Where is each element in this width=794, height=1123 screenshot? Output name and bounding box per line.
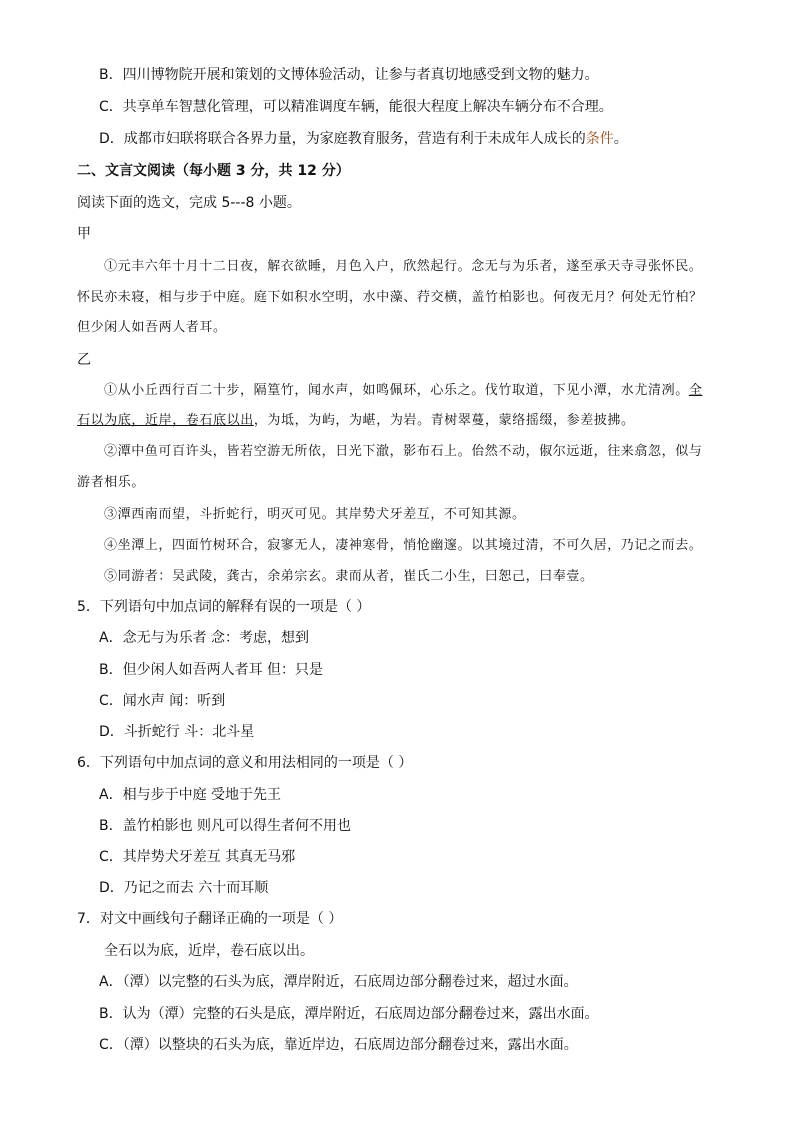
- question-option: B．认为（潭）完整的石头是底，潭岸附近，石底周边部分翻卷过来，露出水面。: [99, 1006, 599, 1022]
- option-d-end: 。: [613, 131, 628, 147]
- question-option: C．（潭）以整块的石头为底，靠近岸边，石底周边部分翻卷过来，露出水面。: [99, 1037, 578, 1053]
- section-heading: 二、文言文阅读（每小题 3 分，共 12 分）: [77, 163, 350, 179]
- passage-yi-p2-line2: 游者相乐。: [77, 475, 146, 490]
- option-d-text: D．成都市妇联将联合各界力量，为家庭教育服务，营造有利于未成年人成长的: [99, 131, 586, 147]
- underlined-sentence: 石以为底，近岸，卷石底以出: [77, 413, 254, 428]
- question-option: D．乃记之而去 六十而耳顺: [99, 880, 269, 896]
- passage-jia-line: ①元丰六年十月十二日夜，解衣欲睡，月色入户，欣然起行。念无与为乐者，遂至承天寺寻张怀民。: [104, 259, 703, 274]
- passage-yi-p4: ④坐潭上，四面竹树环合，寂寥无人，凄神寒骨，悄怆幽邃。以其境过清，不可久居，乃记之而去。: [104, 538, 703, 553]
- option-c-prev: C．共享单车智慧化管理，可以精准调度车辆，能很大程度上解决车辆分布不合理。: [99, 99, 613, 115]
- question-stem: 7．对文中画线句子翻译正确的一项是（ ）: [77, 911, 343, 927]
- passage-yi-label: 乙: [77, 352, 91, 368]
- passage-yi-p1-rest: ，为坻，为屿，为嵁，为岩。青树翠蔓，蒙络摇缀，参差披拂。: [253, 413, 635, 428]
- passage-yi-p5: ⑤同游者：吴武陵，龚古，余弟宗玄。隶而从者，崔氏二小生，曰恕己，曰奉壹。: [104, 569, 594, 584]
- question-option: A．（潭）以完整的石头为底，潭岸附近，石底周边部分翻卷过来，超过水面。: [99, 974, 578, 990]
- passage-jia-line: 但少闲人如吾两人者耳。: [77, 320, 227, 335]
- passage-yi-p3: ③潭西南而望，斗折蛇行，明灭可见。其岸势犬牙差互，不可知其源。: [104, 507, 526, 522]
- option-b-prev: B．四川博物院开展和策划的文博体验活动，让参与者真切地感受到文物的魅力。: [99, 67, 599, 83]
- passage-yi-p2-line1: ②潭中鱼可百许头，皆若空游无所依，日光下澈，影布石上。佁然不动，俶尔远逝，往来翕忽，似与: [104, 444, 703, 459]
- passage-jia-line: 怀民亦未寝，相与步于中庭。庭下如积水空明，水中藻、荇交横，盖竹柏影也。何夜无月？何处无竹柏？: [77, 290, 703, 305]
- passage-jia-label: 甲: [77, 226, 91, 242]
- option-d-highlight: 条件: [585, 131, 614, 147]
- underlined-sentence-start: 全: [688, 383, 703, 398]
- question-option: C．闻水声 闻：听到: [99, 693, 226, 709]
- question-option: B．盖竹柏影也 则凡可以得生者何不用也: [99, 818, 352, 834]
- question-stem: 5．下列语句中加点词的解释有误的一项是（ ）: [77, 599, 371, 615]
- option-d-prev: [99, 129, 628, 149]
- passage-yi-p1-text: ①从小丘西行百二十步，隔篁竹，闻水声，如鸣佩环，心乐之。伐竹取道，下见小潭，水尤清冽。: [104, 383, 689, 398]
- question-option: D．斗折蛇行 斗：北斗星: [99, 724, 255, 740]
- passage-yi-p1-line1: [104, 381, 702, 401]
- question-option: C．其岸势犬牙差互 其真无马邪: [99, 849, 296, 865]
- section-instruction: 阅读下面的选文，完成 5---8 小题。: [77, 195, 301, 211]
- question-quote: 全石以为底，近岸，卷石底以出。: [104, 943, 314, 959]
- question-stem: 6．下列语句中加点词的意义和用法相同的一项是（ ）: [77, 755, 413, 771]
- question-option: A．相与步于中庭 受地于先王: [99, 787, 282, 803]
- question-option: A．念无与为乐者 念：考虑，想到: [99, 630, 310, 646]
- passage-yi-p1-line2: [77, 411, 635, 431]
- question-option: B．但少闲人如吾两人者耳 但：只是: [99, 662, 324, 678]
